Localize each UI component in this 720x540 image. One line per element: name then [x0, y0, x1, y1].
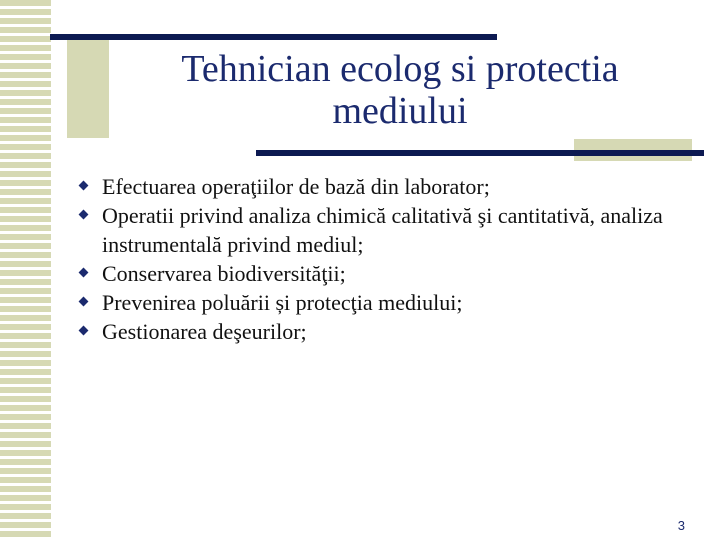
- bullet-item: [78, 288, 698, 317]
- diamond-bullet-icon: [79, 268, 89, 278]
- title-rule-top: [50, 34, 497, 40]
- page-number: 3: [677, 518, 685, 533]
- bullet-item: [78, 201, 698, 259]
- bullet-text: Efectuarea operaţiilor de bază din laborator;: [102, 174, 490, 199]
- olive-block-decoration-left: [67, 38, 109, 138]
- side-stripes-decoration: [0, 0, 54, 540]
- diamond-bullet-icon: [79, 181, 89, 191]
- slide-title-line-2: mediului: [332, 90, 468, 132]
- bullet-text: Conservarea biodiversităţii;: [102, 261, 346, 286]
- diamond-bullet-icon: [79, 326, 89, 336]
- diamond-bullet-icon: [79, 210, 89, 220]
- bullet-list: [78, 172, 698, 346]
- slide-title: [110, 48, 690, 132]
- diamond-bullet-icon: [79, 297, 89, 307]
- bullet-text: Prevenirea poluării și protecţia mediului;: [102, 290, 463, 315]
- bullet-item: [78, 172, 698, 201]
- title-rule-bottom: [256, 150, 704, 156]
- bullet-item: [78, 259, 698, 288]
- slide-title-line-1: Tehnician ecolog si protectia: [181, 48, 619, 90]
- bullet-item: [78, 317, 698, 346]
- bullet-text: Gestionarea deşeurilor;: [102, 319, 307, 344]
- bullet-text: Operatii privind analiza chimică calitativă şi cantitativă, analiza instrumentală privind mediul;: [102, 203, 663, 257]
